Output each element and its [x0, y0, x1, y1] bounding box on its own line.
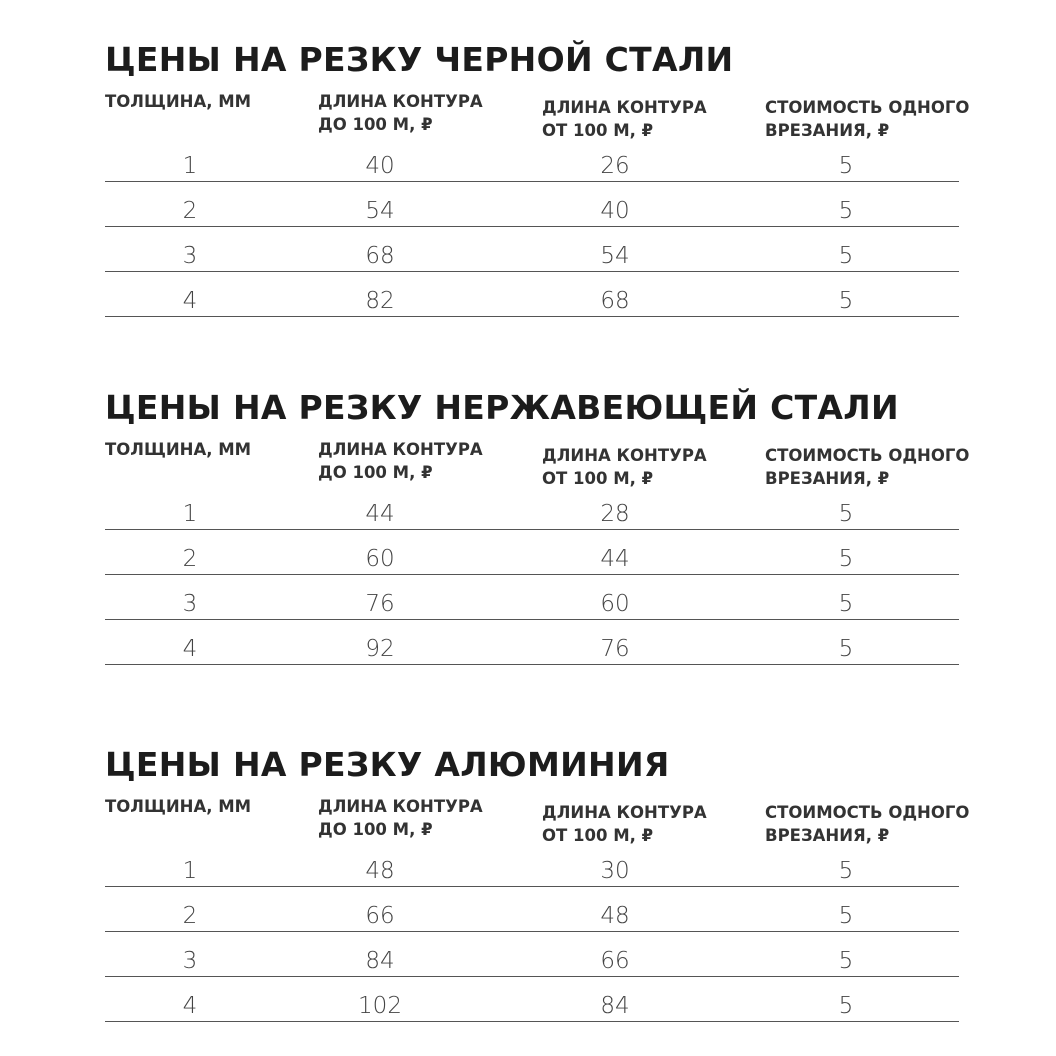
- column-header-contour-short: ДЛИНА КОНТУРА ДО 100 М, ₽: [318, 797, 483, 839]
- thickness-cell: 2: [182, 903, 198, 929]
- contour-short-cell: 48: [365, 858, 395, 884]
- contour-short-cell: 44: [365, 501, 395, 527]
- contour-long-cell: 30: [600, 858, 630, 884]
- column-header-thickness: ТОЛЩИНА, ММ: [105, 440, 252, 459]
- column-header-contour-long: ДЛИНА КОНТУРА ОТ 100 М, ₽: [542, 803, 707, 845]
- contour-long-cell: 28: [600, 501, 630, 527]
- price-section-black-steel: [105, 40, 970, 330]
- thickness-cell: 2: [182, 198, 198, 224]
- contour-short-cell: 60: [365, 546, 395, 572]
- contour-short-cell: 84: [365, 948, 395, 974]
- contour-long-cell: 60: [600, 591, 630, 617]
- contour-short-cell: 102: [358, 993, 402, 1019]
- contour-short-cell: 66: [365, 903, 395, 929]
- pierce-cost-cell: 5: [838, 993, 854, 1019]
- table-row: [105, 272, 959, 317]
- contour-short-cell: 76: [365, 591, 395, 617]
- section-title: ЦЕНЫ НА РЕЗКУ АЛЮМИНИЯ: [105, 745, 670, 784]
- price-table: [105, 137, 959, 317]
- table-row: [105, 575, 959, 620]
- price-table: [105, 842, 959, 1022]
- section-title: ЦЕНЫ НА РЕЗКУ НЕРЖАВЕЮЩЕЙ СТАЛИ: [105, 388, 899, 427]
- pierce-cost-cell: 5: [838, 636, 854, 662]
- contour-long-cell: 44: [600, 546, 630, 572]
- pierce-cost-cell: 5: [838, 198, 854, 224]
- pierce-cost-cell: 5: [838, 591, 854, 617]
- column-header-pierce-cost: СТОИМОСТЬ ОДНОГО ВРЕЗАНИЯ, ₽: [765, 446, 970, 488]
- contour-long-cell: 76: [600, 636, 630, 662]
- thickness-cell: 3: [182, 243, 198, 269]
- table-row: [105, 485, 959, 530]
- contour-long-cell: 66: [600, 948, 630, 974]
- contour-short-cell: 40: [365, 153, 395, 179]
- contour-short-cell: 92: [365, 636, 395, 662]
- thickness-cell: 1: [182, 153, 198, 179]
- contour-long-cell: 68: [600, 288, 630, 314]
- table-row: [105, 887, 959, 932]
- column-header-thickness: ТОЛЩИНА, ММ: [105, 92, 252, 111]
- column-header-contour-short: ДЛИНА КОНТУРА ДО 100 М, ₽: [318, 440, 483, 482]
- thickness-cell: 1: [182, 501, 198, 527]
- column-header-contour-long: ДЛИНА КОНТУРА ОТ 100 М, ₽: [542, 446, 707, 488]
- price-section-aluminum: [105, 745, 970, 1035]
- thickness-cell: 4: [182, 636, 198, 662]
- thickness-cell: 1: [182, 858, 198, 884]
- pierce-cost-cell: 5: [838, 948, 854, 974]
- pierce-cost-cell: 5: [838, 858, 854, 884]
- thickness-cell: 2: [182, 546, 198, 572]
- pierce-cost-cell: 5: [838, 546, 854, 572]
- table-row: [105, 227, 959, 272]
- contour-long-cell: 84: [600, 993, 630, 1019]
- table-row: [105, 182, 959, 227]
- contour-long-cell: 26: [600, 153, 630, 179]
- table-row: [105, 932, 959, 977]
- contour-long-cell: 54: [600, 243, 630, 269]
- pierce-cost-cell: 5: [838, 903, 854, 929]
- column-header-contour-short: ДЛИНА КОНТУРА ДО 100 М, ₽: [318, 92, 483, 134]
- price-section-stainless-steel: [105, 388, 970, 678]
- table-row: [105, 620, 959, 665]
- table-row: [105, 842, 959, 887]
- pierce-cost-cell: 5: [838, 153, 854, 179]
- thickness-cell: 3: [182, 591, 198, 617]
- contour-short-cell: 82: [365, 288, 395, 314]
- pierce-cost-cell: 5: [838, 501, 854, 527]
- thickness-cell: 4: [182, 993, 198, 1019]
- table-row: [105, 977, 959, 1022]
- contour-long-cell: 48: [600, 903, 630, 929]
- thickness-cell: 3: [182, 948, 198, 974]
- price-table: [105, 485, 959, 665]
- table-row: [105, 137, 959, 182]
- pierce-cost-cell: 5: [838, 288, 854, 314]
- section-title: ЦЕНЫ НА РЕЗКУ ЧЕРНОЙ СТАЛИ: [105, 40, 734, 79]
- thickness-cell: 4: [182, 288, 198, 314]
- column-header-thickness: ТОЛЩИНА, ММ: [105, 797, 252, 816]
- contour-short-cell: 68: [365, 243, 395, 269]
- pierce-cost-cell: 5: [838, 243, 854, 269]
- table-row: [105, 530, 959, 575]
- column-header-pierce-cost: СТОИМОСТЬ ОДНОГО ВРЕЗАНИЯ, ₽: [765, 98, 970, 140]
- contour-short-cell: 54: [365, 198, 395, 224]
- contour-long-cell: 40: [600, 198, 630, 224]
- column-header-contour-long: ДЛИНА КОНТУРА ОТ 100 М, ₽: [542, 98, 707, 140]
- column-header-pierce-cost: СТОИМОСТЬ ОДНОГО ВРЕЗАНИЯ, ₽: [765, 803, 970, 845]
